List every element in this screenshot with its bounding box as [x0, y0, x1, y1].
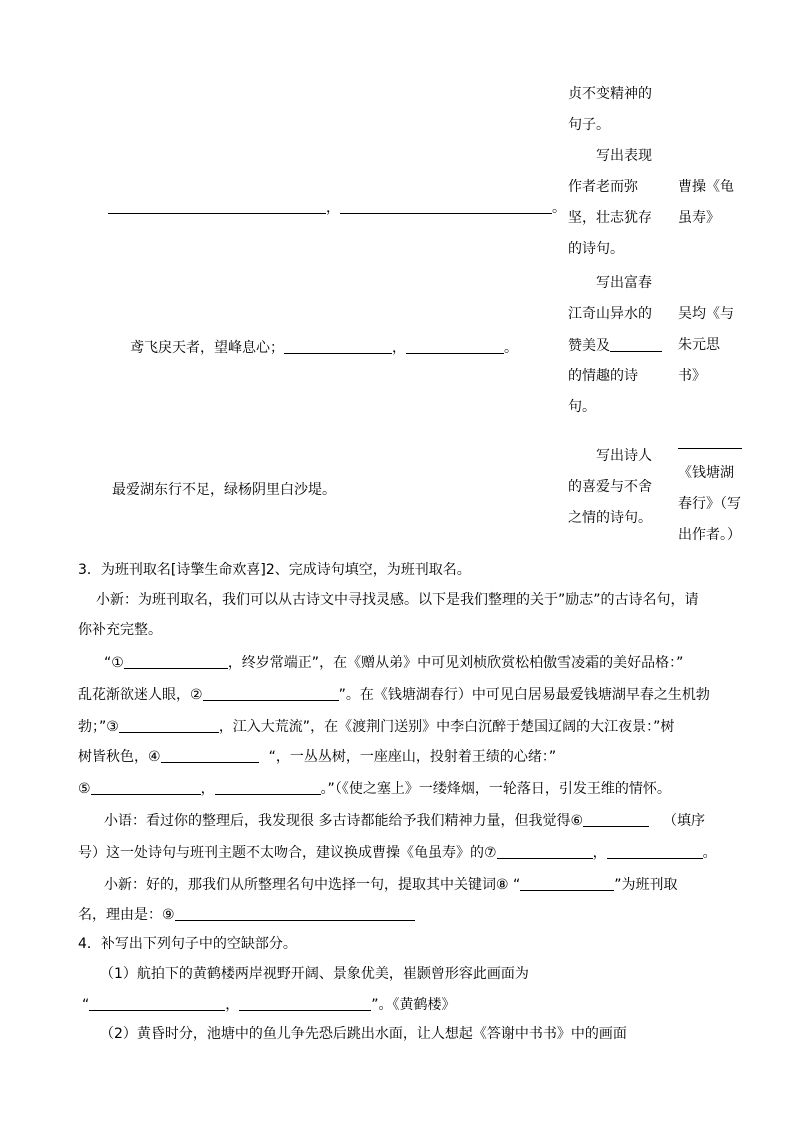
- table-row1-req-line2: 作者老而弥: [568, 179, 638, 195]
- table-row0-req-line1: 贞不变精神的: [568, 86, 652, 102]
- table-row2-source-line1: 吴均《与: [678, 306, 734, 322]
- answer-blank[interactable]: [340, 197, 552, 214]
- table-row3-source-line3: 出作者。）: [678, 527, 741, 543]
- q4-sentence2: （2）黄昏时分，池塘中的鱼儿争先恐后跳出水面，让人想起《答谢中书书》中的画面: [100, 1026, 627, 1042]
- answer-blank[interactable]: [108, 197, 326, 214]
- blank-4[interactable]: [161, 746, 259, 763]
- blank-3[interactable]: [119, 716, 219, 733]
- blank-7b[interactable]: [607, 842, 703, 859]
- table-row3-req-line3: 之情的诗句。: [568, 510, 652, 526]
- q3-paragraph1-line1: 小新：为班刊取名，我们可以从古诗文中寻找灵感。以下是我们整理的关于”励志”的古诗名句，请: [96, 592, 699, 608]
- blank-8[interactable]: [520, 874, 614, 891]
- table-row2-answer: 鸢飞戾天者，望峰息心； ， 。: [130, 337, 518, 358]
- q3-line2: 乱花渐欲迷人眼，② ”。在《钱塘湖春行）中可见白居易最爱钱塘湖早春之生机勃: [78, 684, 710, 705]
- table-row2-source-line2: 朱元思: [678, 337, 720, 353]
- blank-9[interactable]: [175, 904, 415, 921]
- table-row1-source-line2: 虽寿》: [678, 210, 720, 226]
- q3-line1: “① ，终岁常端正”，在《赠从弟》中可见刘桢欣赏松柏傲雪凌霜的美好品格：”: [104, 652, 683, 673]
- blank-5b[interactable]: [215, 778, 321, 795]
- table-row1-req-line1: 写出表现: [596, 148, 652, 164]
- answer-blank[interactable]: [284, 337, 392, 354]
- table-row3-req-line1: 写出诗人: [596, 448, 652, 464]
- q3-line7: 号）这一处诗句与班刊主题不太吻合，建议换成曹操《龟虽寿》的⑦ ， 。: [78, 842, 717, 863]
- table-row2-req-line3: 赞美及: [568, 335, 662, 356]
- table-row3-req-line2: 的喜爱与不舍: [568, 479, 652, 495]
- q3-line5: ⑤ ， 。”（《使之塞上》一缕烽烟，一轮落日，引发王维的情怀。: [78, 778, 671, 799]
- q3-title: 3．为班刊取名[诗擎生命欢喜]2、完成诗句填空，为班刊取名。: [78, 562, 471, 578]
- blank-5a[interactable]: [91, 778, 201, 795]
- q3-line4: 树皆秋色，④ “，一丛丛树，一座座山，投射着王绩的心绪：”: [78, 746, 556, 767]
- table-row1-source-line1: 曹操《龟: [678, 179, 734, 195]
- table-row3-source-line2: 春行》（写: [678, 496, 741, 512]
- answer-blank[interactable]: [610, 335, 662, 352]
- table-row3-source-line1: 《钱塘湖: [678, 465, 734, 481]
- table-row1-answer: ， 。: [108, 197, 566, 218]
- q3-line6: 小语：看过你的整理后，我发现很 多古诗都能给予我们精神力量，但我觉得⑥ （填序: [104, 810, 705, 831]
- table-row1-req-line3: 坚，壮志犹存: [568, 210, 652, 226]
- table-row3-answer: 最爱湖东行不足，绿杨阴里白沙堤。: [112, 482, 336, 498]
- table-row2-req-line4: 的情趣的诗: [568, 368, 638, 384]
- blank-1[interactable]: [124, 652, 228, 669]
- q3-line9: 名，理由是：⑨: [78, 904, 415, 925]
- blank-6[interactable]: [583, 810, 649, 827]
- blank-2[interactable]: [203, 684, 339, 701]
- blank-7a[interactable]: [497, 842, 593, 859]
- author-blank[interactable]: [678, 448, 742, 449]
- table-row2-req-line5: 句。: [568, 399, 596, 415]
- q4-sentence1: （1）航拍下的黄鹤楼两岸视野开阔、景象优美，崔颢曾形容此画面为: [100, 966, 529, 982]
- table-row2-req-line2: 江奇山异水的: [568, 306, 652, 322]
- table-row2-req-line1: 写出富春: [596, 275, 652, 291]
- answer-blank[interactable]: [239, 994, 371, 1011]
- table-row0-req-line2: 句子。: [568, 117, 610, 133]
- table-row2-source-line3: 书》: [678, 368, 706, 384]
- q4-title: 4．补写出下列句子中的空缺部分。: [78, 936, 297, 952]
- answer-blank[interactable]: [406, 337, 504, 354]
- q3-line3: 勃；”③ ，江入大荒流”，在《渡荆门送别》中李白沉醉于楚国辽阔的大江夜景：”树: [78, 716, 674, 737]
- table-row1-req-line4: 的诗句。: [568, 241, 624, 257]
- answer-blank[interactable]: [89, 994, 225, 1011]
- q3-paragraph1-line2: 你补充完整。: [78, 622, 162, 638]
- q4-sentence1-answer: “ ， ”。《黄鹤楼》: [82, 994, 456, 1015]
- q3-line8: 小新：好的，那我们从所整理名句中选择一句，提取其中关键词⑧ “ ”为班刊取: [104, 874, 678, 895]
